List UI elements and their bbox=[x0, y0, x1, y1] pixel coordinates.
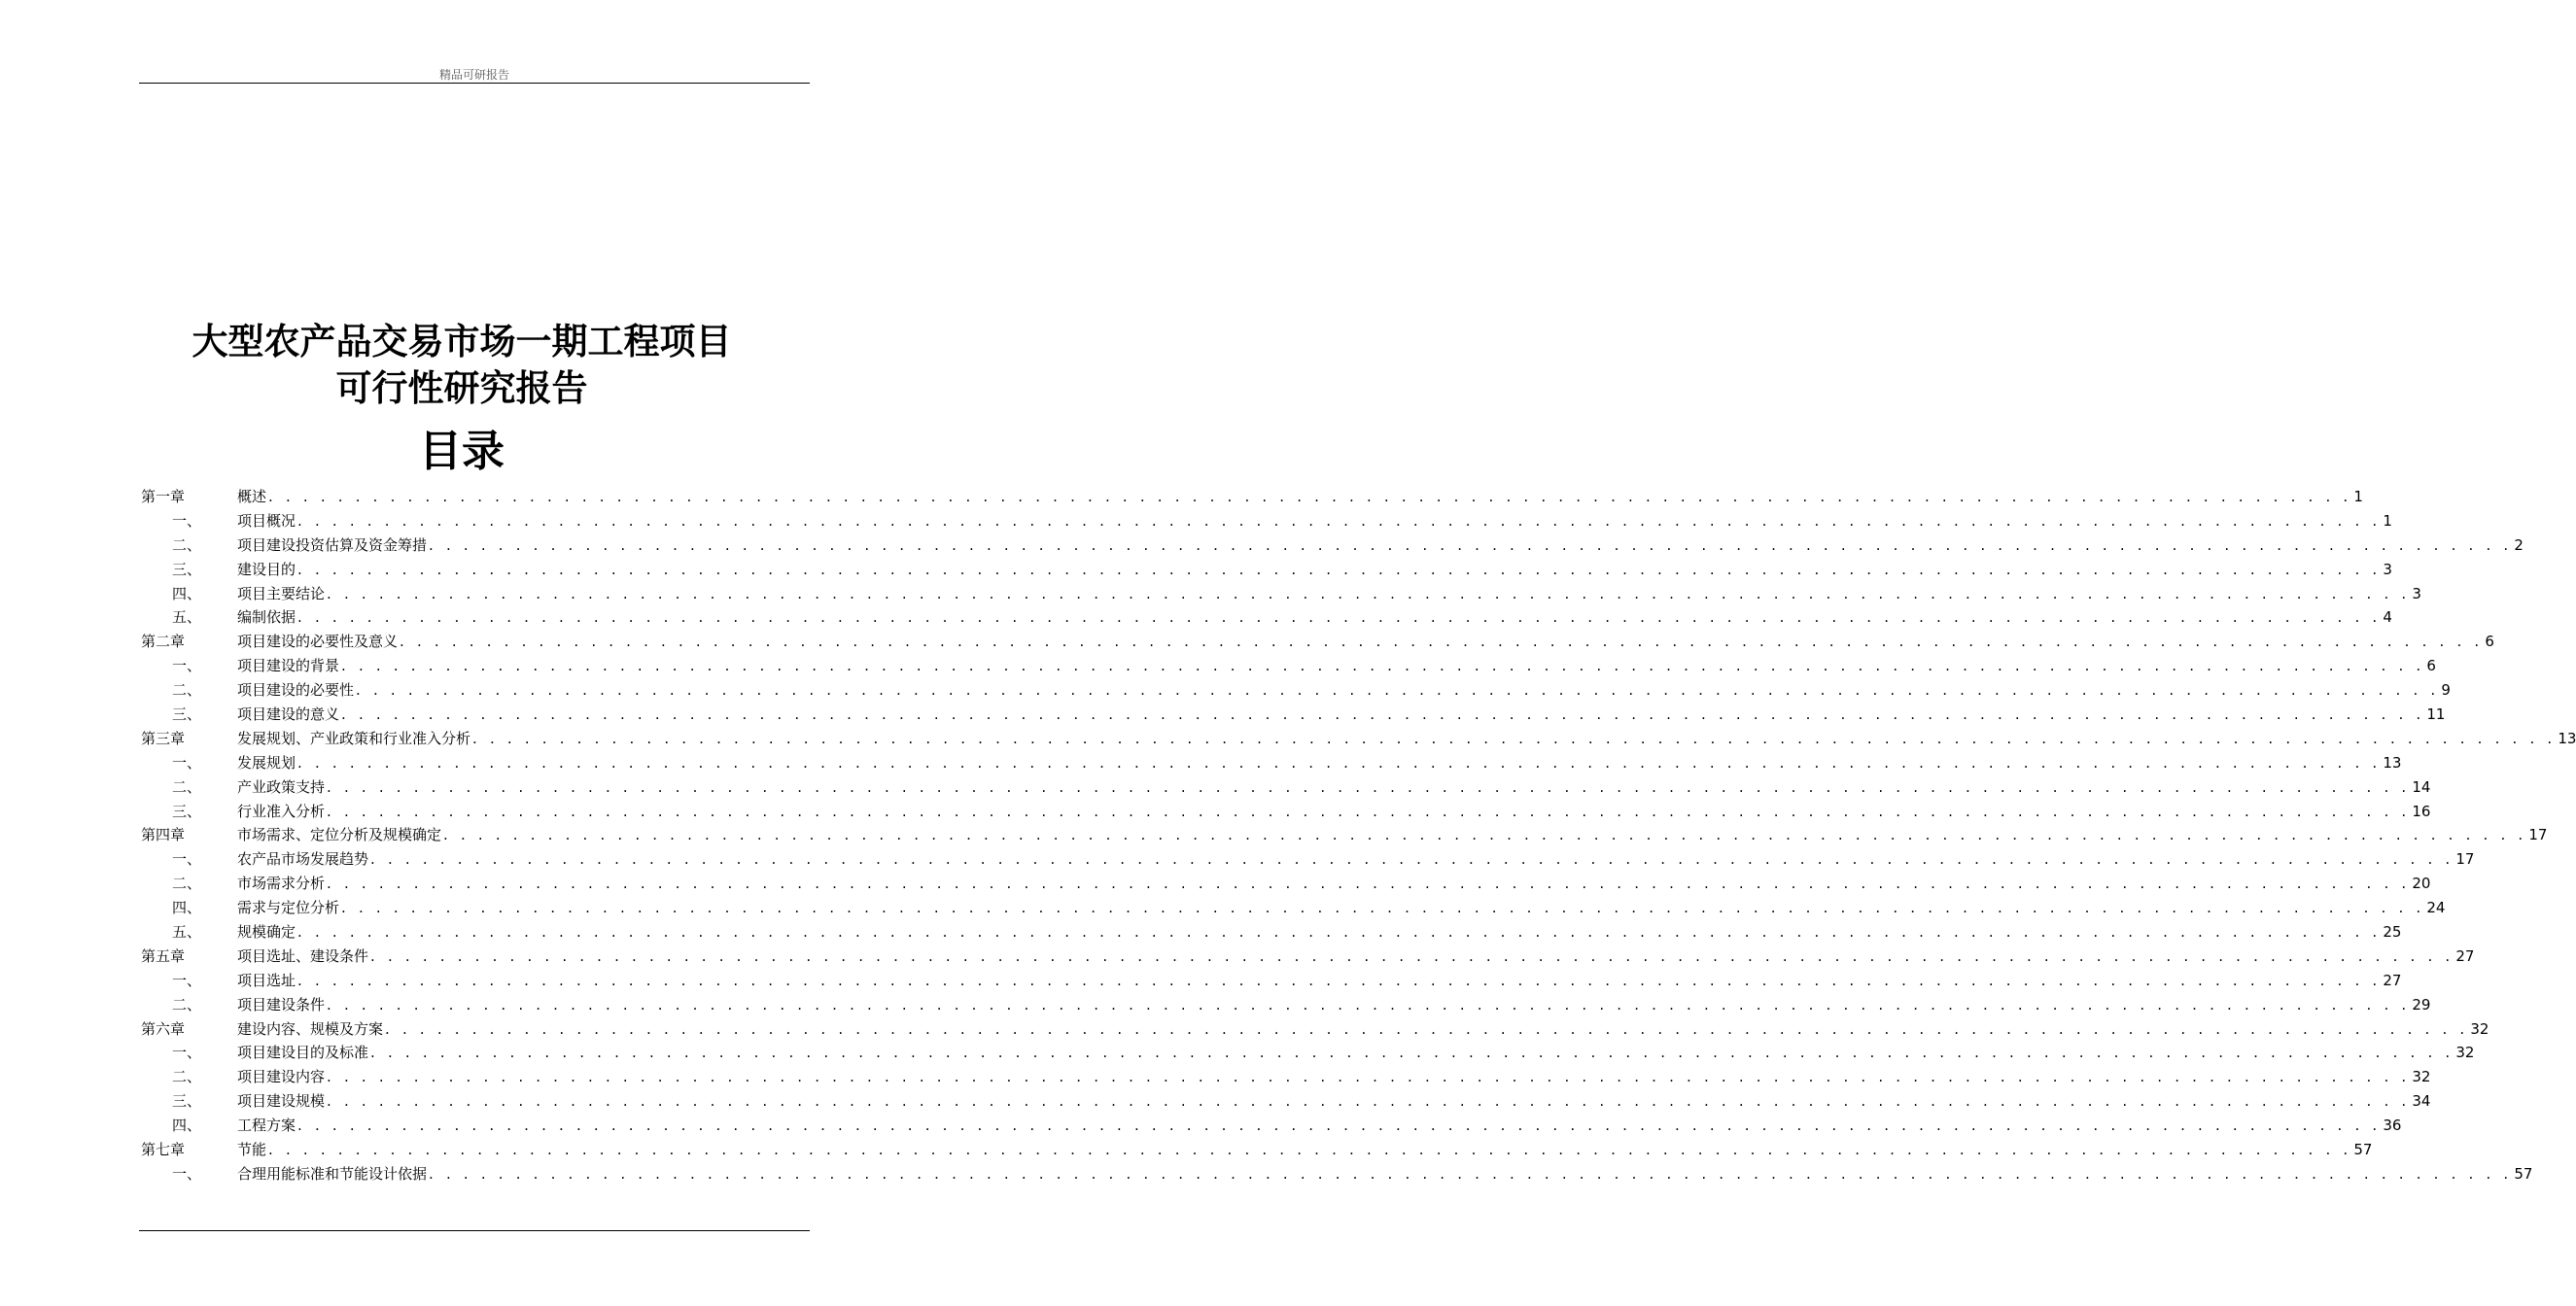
toc-entry-page: 36 bbox=[2383, 1117, 2402, 1135]
running-header: 精品可研报告 bbox=[438, 68, 509, 82]
toc-entry-page: 29 bbox=[2412, 995, 2431, 1014]
toc-dot-leader: . . . . . . . . . . . . . . . . . . . . . . . . . . . . . . . . . . . . . . . . . . . . . . . . . . . . . . . . . . . . . . . . . . . . . . . . . . . . . . . . . . . . . . . . . . . . . . . . . . . . . . . . . . . . . . . . . . . . . . . . bbox=[297, 1117, 2382, 1135]
toc-entry-number: 二、 bbox=[172, 1068, 202, 1086]
toc-dot-leader: . . . . . . . . . . . . . . . . . . . . . . . . . . . . . . . . . . . . . . . . . . . . . . . . . . . . . . . . . . . . . . . . . . . . . . . . . . . . . . . . . . . . . . . . . . . . . . . . . . . . . . . . . . . . . . . . . . . . . . . . bbox=[370, 850, 2454, 869]
toc-entry-number: 第七章 bbox=[141, 1141, 186, 1159]
toc-chapter-entry[interactable] bbox=[141, 727, 2576, 751]
toc-dot-leader: . . . . . . . . . . . . . . . . . . . . . . . . . . . . . . . . . . . . . . . . . . . . . . . . . . . . . . . . . . . . . . . . . . . . . . . . . . . . . . . . . . . . . . . . . . . . . . . . . . . . . . . . . . . . . . . . . . . . . . . . bbox=[429, 535, 2513, 554]
toc-chapter-entry[interactable] bbox=[141, 485, 2363, 509]
toc-entry-label: 发展规划 bbox=[237, 753, 296, 772]
toc-entry-number: 二、 bbox=[172, 875, 202, 893]
toc-entry-number: 第一章 bbox=[141, 488, 186, 505]
toc-section-entry[interactable] bbox=[141, 920, 2402, 945]
toc-entry-page: 9 bbox=[2441, 681, 2451, 700]
toc-dot-leader: . . . . . . . . . . . . . . . . . . . . . . . . . . . . . . . . . . . . . . . . . . . . . . . . . . . . . . . . . . . . . . . . . . . . . . . . . . . . . . . . . . . . . . . . . . . . . . . . . . . . . . . . . . . . . . . . . . . . . . . . bbox=[429, 1164, 2513, 1183]
toc-entry-label: 项目选址 bbox=[237, 971, 296, 989]
toc-section-entry[interactable] bbox=[141, 678, 2451, 703]
toc-entry-number: 二、 bbox=[172, 995, 202, 1014]
toc-entry-page: 25 bbox=[2383, 923, 2402, 942]
document-title-line-2: 可行性研究报告 bbox=[335, 367, 588, 409]
table-of-contents bbox=[141, 485, 2576, 1186]
toc-dot-leader: . . . . . . . . . . . . . . . . . . . . . . . . . . . . . . . . . . . . . . . . . . . . . . . . . . . . . . . . . . . . . . . . . . . . . . . . . . . . . . . . . . . . . . . . . . . . . . . . . . . . . . . . . . . . . . . . . . . . . . . . bbox=[327, 1092, 2411, 1111]
toc-dot-leader: . . . . . . . . . . . . . . . . . . . . . . . . . . . . . . . . . . . . . . . . . . . . . . . . . . . . . . . . . . . . . . . . . . . . . . . . . . . . . . . . . . . . . . . . . . . . . . . . . . . . . . . . . . . . . . . . . . . . . . . . bbox=[268, 488, 2352, 505]
toc-entry-page: 27 bbox=[2455, 946, 2475, 965]
toc-entry-number: 二、 bbox=[172, 535, 202, 554]
toc-dot-leader: . . . . . . . . . . . . . . . . . . . . . . . . . . . . . . . . . . . . . . . . . . . . . . . . . . . . . . . . . . . . . . . . . . . . . . . . . . . . . . . . . . . . . . . . . . . . . . . . . . . . . . . . . . . . . . . . . . . . . . . . bbox=[297, 511, 2382, 530]
toc-entry-number: 第二章 bbox=[141, 633, 186, 651]
toc-entry-label: 项目主要结论 bbox=[237, 584, 326, 602]
toc-entry-label: 节能 bbox=[237, 1141, 267, 1159]
toc-entry-body bbox=[237, 727, 2576, 751]
toc-dot-leader: . . . . . . . . . . . . . . . . . . . . . . . . . . . . . . . . . . . . . . . . . . . . . . . . . . . . . . . . . . . . . . . . . . . . . . . . . . . . . . . . . . . . . . . . . . . . . . . . . . . . . . . . . . . . . . . . . . . . . . . . bbox=[327, 584, 2411, 602]
toc-entry-number: 五、 bbox=[172, 608, 202, 627]
toc-dot-leader: . . . . . . . . . . . . . . . . . . . . . . . . . . . . . . . . . . . . . . . . . . . . . . . . . . . . . . . . . . . . . . . . . . . . . . . . . . . . . . . . . . . . . . . . . . . . . . . . . . . . . . . . . . . . . . . . . . . . . . . . bbox=[385, 1019, 2469, 1038]
toc-entry-body bbox=[237, 775, 2431, 800]
toc-section-entry[interactable] bbox=[141, 1041, 2475, 1065]
toc-section-entry[interactable] bbox=[141, 1065, 2431, 1089]
toc-entry-page: 17 bbox=[2455, 850, 2475, 869]
toc-entry-number: 第六章 bbox=[141, 1019, 186, 1038]
toc-section-entry[interactable] bbox=[141, 775, 2431, 800]
toc-entry-number: 四、 bbox=[172, 899, 202, 917]
toc-dot-leader: . . . . . . . . . . . . . . . . . . . . . . . . . . . . . . . . . . . . . . . . . . . . . . . . . . . . . . . . . . . . . . . . . . . . . . . . . . . . . . . . . . . . . . . . . . . . . . . . . . . . . . . . . . . . . . . . . . . . . . . . bbox=[327, 1068, 2411, 1086]
toc-chapter-entry[interactable] bbox=[141, 1017, 2489, 1042]
toc-entry-number: 第三章 bbox=[141, 729, 186, 747]
toc-dot-leader: . . . . . . . . . . . . . . . . . . . . . . . . . . . . . . . . . . . . . . . . . . . . . . . . . . . . . . . . . . . . . . . . . . . . . . . . . . . . . . . . . . . . . . . . . . . . . . . . . . . . . . . . . . . . . . . . . . . . . . . . bbox=[341, 657, 2425, 675]
toc-entry-body bbox=[237, 896, 2446, 920]
toc-entry-body bbox=[237, 1017, 2489, 1042]
toc-entry-body bbox=[237, 969, 2402, 993]
toc-dot-leader: . . . . . . . . . . . . . . . . . . . . . . . . . . . . . . . . . . . . . . . . . . . . . . . . . . . . . . . . . . . . . . . . . . . . . . . . . . . . . . . . . . . . . . . . . . . . . . . . . . . . . . . . . . . . . . . . . . . . . . . . bbox=[400, 633, 2484, 651]
toc-entry-page: 1 bbox=[2353, 488, 2363, 505]
toc-section-entry[interactable] bbox=[141, 1089, 2431, 1114]
toc-entry-body bbox=[237, 1065, 2431, 1089]
toc-entry-body bbox=[237, 1162, 2533, 1186]
toc-entry-page: 3 bbox=[2383, 560, 2392, 578]
toc-entry-number: 四、 bbox=[172, 1117, 202, 1135]
toc-section-entry[interactable] bbox=[141, 654, 2436, 678]
toc-entry-label: 项目建设内容 bbox=[237, 1068, 326, 1086]
toc-entry-body bbox=[237, 654, 2436, 678]
document-title-line-1: 大型农产品交易市场一期工程项目 bbox=[191, 321, 732, 362]
toc-chapter-entry[interactable] bbox=[141, 1138, 2373, 1162]
toc-entry-number: 一、 bbox=[172, 1044, 202, 1062]
toc-dot-leader: . . . . . . . . . . . . . . . . . . . . . . . . . . . . . . . . . . . . . . . . . . . . . . . . . . . . . . . . . . . . . . . . . . . . . . . . . . . . . . . . . . . . . . . . . . . . . . . . . . . . . . . . . . . . . . . . . . . . . . . . bbox=[297, 971, 2382, 989]
toc-entry-label: 规模确定 bbox=[237, 923, 296, 942]
toc-dot-leader: . . . . . . . . . . . . . . . . . . . . . . . . . . . . . . . . . . . . . . . . . . . . . . . . . . . . . . . . . . . . . . . . . . . . . . . . . . . . . . . . . . . . . . . . . . . . . . . . . . . . . . . . . . . . . . . . . . . . . . . . bbox=[297, 923, 2382, 942]
toc-entry-label: 项目建设投资估算及资金筹措 bbox=[237, 535, 428, 554]
toc-dot-leader: . . . . . . . . . . . . . . . . . . . . . . . . . . . . . . . . . . . . . . . . . . . . . . . . . . . . . . . . . . . . . . . . . . . . . . . . . . . . . . . . . . . . . . . . . . . . . . . . . . . . . . . . . . . . . . . . . . . . . . . . bbox=[268, 1141, 2352, 1159]
toc-section-entry[interactable] bbox=[141, 872, 2431, 896]
toc-entry-number: 一、 bbox=[172, 511, 202, 530]
toc-section-entry[interactable] bbox=[141, 509, 2392, 533]
toc-entry-number: 三、 bbox=[172, 802, 202, 820]
toc-entry-page: 14 bbox=[2412, 777, 2431, 796]
toc-entry-body bbox=[237, 678, 2451, 703]
toc-entry-label: 项目建设的意义 bbox=[237, 705, 340, 724]
toc-entry-body bbox=[237, 703, 2446, 727]
toc-section-entry[interactable] bbox=[141, 969, 2402, 993]
toc-entry-body bbox=[237, 823, 2548, 847]
toc-entry-label: 项目建设条件 bbox=[237, 995, 326, 1014]
toc-entry-label: 市场需求分析 bbox=[237, 875, 326, 893]
toc-chapter-entry[interactable] bbox=[141, 823, 2548, 847]
toc-entry-number: 三、 bbox=[172, 560, 202, 578]
toc-entry-number: 一、 bbox=[172, 1164, 202, 1183]
toc-entry-number: 二、 bbox=[172, 777, 202, 796]
toc-dot-leader: . . . . . . . . . . . . . . . . . . . . . . . . . . . . . . . . . . . . . . . . . . . . . . . . . . . . . . . . . . . . . . . . . . . . . . . . . . . . . . . . . . . . . . . . . . . . . . . . . . . . . . . . . . . . . . . . . . . . . . . . bbox=[297, 753, 2382, 772]
toc-entry-page: 4 bbox=[2383, 608, 2392, 627]
toc-entry-label: 建设目的 bbox=[237, 560, 296, 578]
toc-entry-label: 合理用能标准和节能设计依据 bbox=[237, 1164, 428, 1183]
toc-dot-leader: . . . . . . . . . . . . . . . . . . . . . . . . . . . . . . . . . . . . . . . . . . . . . . . . . . . . . . . . . . . . . . . . . . . . . . . . . . . . . . . . . . . . . . . . . . . . . . . . . . . . . . . . . . . . . . . . . . . . . . . . bbox=[356, 681, 2440, 700]
toc-dot-leader: . . . . . . . . . . . . . . . . . . . . . . . . . . . . . . . . . . . . . . . . . . . . . . . . . . . . . . . . . . . . . . . . . . . . . . . . . . . . . . . . . . . . . . . . . . . . . . . . . . . . . . . . . . . . . . . . . . . . . . . . bbox=[297, 560, 2382, 578]
toc-section-entry[interactable] bbox=[141, 1114, 2402, 1138]
toc-entry-body bbox=[237, 582, 2421, 606]
toc-dot-leader: . . . . . . . . . . . . . . . . . . . . . . . . . . . . . . . . . . . . . . . . . . . . . . . . . . . . . . . . . . . . . . . . . . . . . . . . . . . . . . . . . . . . . . . . . . . . . . . . . . . . . . . . . . . . . . . . . . . . . . . . bbox=[443, 826, 2527, 844]
toc-dot-leader: . . . . . . . . . . . . . . . . . . . . . . . . . . . . . . . . . . . . . . . . . . . . . . . . . . . . . . . . . . . . . . . . . . . . . . . . . . . . . . . . . . . . . . . . . . . . . . . . . . . . . . . . . . . . . . . . . . . . . . . . bbox=[370, 1044, 2454, 1062]
toc-entry-page: 27 bbox=[2383, 971, 2402, 989]
toc-entry-body bbox=[237, 1138, 2373, 1162]
toc-section-entry[interactable] bbox=[141, 993, 2431, 1017]
toc-entry-page: 57 bbox=[2353, 1141, 2373, 1159]
toc-entry-number: 一、 bbox=[172, 753, 202, 772]
toc-entry-number: 三、 bbox=[172, 705, 202, 724]
toc-section-entry[interactable] bbox=[141, 558, 2392, 582]
toc-entry-number: 三、 bbox=[172, 1092, 202, 1111]
toc-entry-number: 一、 bbox=[172, 657, 202, 675]
toc-entry-body bbox=[237, 751, 2402, 775]
toc-dot-leader: . . . . . . . . . . . . . . . . . . . . . . . . . . . . . . . . . . . . . . . . . . . . . . . . . . . . . . . . . . . . . . . . . . . . . . . . . . . . . . . . . . . . . . . . . . . . . . . . . . . . . . . . . . . . . . . . . . . . . . . . bbox=[472, 729, 2557, 747]
toc-entry-label: 需求与定位分析 bbox=[237, 899, 340, 917]
toc-chapter-entry[interactable] bbox=[141, 945, 2475, 969]
toc-entry-body bbox=[237, 605, 2392, 630]
toc-dot-leader: . . . . . . . . . . . . . . . . . . . . . . . . . . . . . . . . . . . . . . . . . . . . . . . . . . . . . . . . . . . . . . . . . . . . . . . . . . . . . . . . . . . . . . . . . . . . . . . . . . . . . . . . . . . . . . . . . . . . . . . . bbox=[327, 777, 2411, 796]
toc-entry-label: 项目建设的必要性及意义 bbox=[237, 633, 399, 651]
toc-entry-body bbox=[237, 558, 2392, 582]
toc-entry-label: 编制依据 bbox=[237, 608, 296, 627]
footer-rule bbox=[139, 1230, 810, 1231]
toc-entry-page: 6 bbox=[2485, 633, 2494, 651]
toc-dot-leader: . . . . . . . . . . . . . . . . . . . . . . . . . . . . . . . . . . . . . . . . . . . . . . . . . . . . . . . . . . . . . . . . . . . . . . . . . . . . . . . . . . . . . . . . . . . . . . . . . . . . . . . . . . . . . . . . . . . . . . . . bbox=[341, 899, 2425, 917]
toc-entry-page: 32 bbox=[2455, 1044, 2475, 1062]
toc-entry-number: 第五章 bbox=[141, 946, 186, 965]
toc-chapter-entry[interactable] bbox=[141, 630, 2494, 654]
toc-entry-label: 行业准入分析 bbox=[237, 802, 326, 820]
toc-entry-body bbox=[237, 1114, 2402, 1138]
toc-entry-page: 32 bbox=[2412, 1068, 2431, 1086]
toc-entry-body bbox=[237, 920, 2402, 945]
toc-section-entry[interactable] bbox=[141, 703, 2446, 727]
toc-section-entry[interactable] bbox=[141, 582, 2421, 606]
toc-entry-label: 发展规划、产业政策和行业准入分析 bbox=[237, 729, 471, 747]
toc-entry-number: 五、 bbox=[172, 923, 202, 942]
toc-section-entry[interactable] bbox=[141, 533, 2524, 558]
toc-entry-body bbox=[237, 533, 2524, 558]
toc-entry-number: 四、 bbox=[172, 584, 202, 602]
toc-dot-leader: . . . . . . . . . . . . . . . . . . . . . . . . . . . . . . . . . . . . . . . . . . . . . . . . . . . . . . . . . . . . . . . . . . . . . . . . . . . . . . . . . . . . . . . . . . . . . . . . . . . . . . . . . . . . . . . . . . . . . . . . bbox=[370, 946, 2454, 965]
toc-section-entry[interactable] bbox=[141, 751, 2402, 775]
toc-entry-label: 项目选址、建设条件 bbox=[237, 946, 369, 965]
toc-heading: 目录 bbox=[419, 427, 505, 476]
toc-entry-page: 1 bbox=[2383, 511, 2392, 530]
toc-entry-page: 20 bbox=[2412, 875, 2431, 893]
toc-entry-label: 工程方案 bbox=[237, 1117, 296, 1135]
toc-entry-number: 一、 bbox=[172, 971, 202, 989]
toc-entry-number: 一、 bbox=[172, 850, 202, 869]
toc-entry-page: 11 bbox=[2426, 705, 2446, 724]
toc-section-entry[interactable] bbox=[141, 847, 2475, 872]
toc-entry-body bbox=[237, 1089, 2431, 1114]
toc-entry-page: 13 bbox=[2558, 729, 2576, 747]
toc-entry-label: 农产品市场发展趋势 bbox=[237, 850, 369, 869]
toc-entry-body bbox=[237, 509, 2392, 533]
toc-entry-page: 57 bbox=[2514, 1164, 2533, 1183]
toc-entry-label: 项目建设的背景 bbox=[237, 657, 340, 675]
toc-dot-leader: . . . . . . . . . . . . . . . . . . . . . . . . . . . . . . . . . . . . . . . . . . . . . . . . . . . . . . . . . . . . . . . . . . . . . . . . . . . . . . . . . . . . . . . . . . . . . . . . . . . . . . . . . . . . . . . . . . . . . . . . bbox=[327, 995, 2411, 1014]
toc-entry-body bbox=[237, 1041, 2475, 1065]
toc-entry-body bbox=[237, 872, 2431, 896]
toc-entry-page: 16 bbox=[2412, 802, 2431, 820]
toc-entry-body bbox=[237, 847, 2475, 872]
toc-entry-body bbox=[237, 945, 2475, 969]
toc-entry-label: 项目建设的必要性 bbox=[237, 681, 355, 700]
toc-entry-label: 市场需求、定位分析及规模确定 bbox=[237, 826, 442, 844]
toc-entry-page: 13 bbox=[2383, 753, 2402, 772]
toc-entry-page: 32 bbox=[2470, 1019, 2489, 1038]
toc-entry-body bbox=[237, 993, 2431, 1017]
toc-entry-number: 第四章 bbox=[141, 826, 186, 844]
header-rule bbox=[139, 83, 810, 84]
toc-entry-label: 项目建设目的及标准 bbox=[237, 1044, 369, 1062]
document-title bbox=[0, 319, 923, 412]
toc-entry-body bbox=[237, 485, 2363, 509]
toc-entry-body bbox=[237, 630, 2494, 654]
toc-entry-page: 2 bbox=[2514, 535, 2524, 554]
toc-section-entry[interactable] bbox=[141, 1162, 2533, 1186]
toc-entry-page: 6 bbox=[2426, 657, 2436, 675]
toc-entry-label: 建设内容、规模及方案 bbox=[237, 1019, 384, 1038]
toc-entry-body bbox=[237, 800, 2431, 824]
toc-entry-page: 17 bbox=[2528, 826, 2548, 844]
toc-entry-page: 34 bbox=[2412, 1092, 2431, 1111]
toc-entry-label: 项目建设规模 bbox=[237, 1092, 326, 1111]
toc-dot-leader: . . . . . . . . . . . . . . . . . . . . . . . . . . . . . . . . . . . . . . . . . . . . . . . . . . . . . . . . . . . . . . . . . . . . . . . . . . . . . . . . . . . . . . . . . . . . . . . . . . . . . . . . . . . . . . . . . . . . . . . . bbox=[327, 875, 2411, 893]
toc-entry-label: 项目概况 bbox=[237, 511, 296, 530]
toc-section-entry[interactable] bbox=[141, 800, 2431, 824]
toc-section-entry[interactable] bbox=[141, 896, 2446, 920]
toc-entry-label: 概述 bbox=[237, 488, 267, 505]
toc-section-entry[interactable] bbox=[141, 605, 2392, 630]
toc-entry-page: 3 bbox=[2412, 584, 2421, 602]
toc-entry-page: 24 bbox=[2426, 899, 2446, 917]
toc-dot-leader: . . . . . . . . . . . . . . . . . . . . . . . . . . . . . . . . . . . . . . . . . . . . . . . . . . . . . . . . . . . . . . . . . . . . . . . . . . . . . . . . . . . . . . . . . . . . . . . . . . . . . . . . . . . . . . . . . . . . . . . . bbox=[341, 705, 2425, 724]
toc-entry-number: 二、 bbox=[172, 681, 202, 700]
toc-dot-leader: . . . . . . . . . . . . . . . . . . . . . . . . . . . . . . . . . . . . . . . . . . . . . . . . . . . . . . . . . . . . . . . . . . . . . . . . . . . . . . . . . . . . . . . . . . . . . . . . . . . . . . . . . . . . . . . . . . . . . . . . bbox=[297, 608, 2382, 627]
toc-dot-leader: . . . . . . . . . . . . . . . . . . . . . . . . . . . . . . . . . . . . . . . . . . . . . . . . . . . . . . . . . . . . . . . . . . . . . . . . . . . . . . . . . . . . . . . . . . . . . . . . . . . . . . . . . . . . . . . . . . . . . . . . bbox=[327, 802, 2411, 820]
toc-entry-label: 产业政策支持 bbox=[237, 777, 326, 796]
